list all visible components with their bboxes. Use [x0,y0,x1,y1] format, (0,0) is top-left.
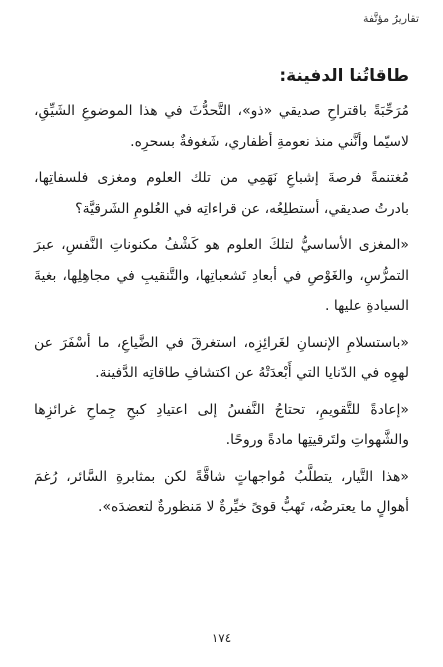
page-number: ١٧٤ [211,631,232,645]
page-body [34,62,409,529]
running-header: تقاريرُ مؤتَّفة [362,12,419,25]
paragraph: مُرَحِّبَةً باقتراحِ صديقي «ذو»، التَّحدُّثَ في هذا الموضوعِ الشَيِّقِ، لاسيّما وأنَّني منذ نعومةِ أظفاري، شَغوفةٌ بسحرِه. [34,103,409,150]
section-title: طاقاتُنا الدفينة: [279,66,409,86]
paragraph: مُغتنمةً فرصةَ إشباعِ نَهَمِي من تلك العلوم ومغزى فلسفاتِها، بادرتُ صديقي، أستطلِعُه، عن قراءاتِه في العُلومِ الشَرقيَّة؟ [34,170,409,217]
paragraph: «باستسلامِ الإنسانِ لغَرائِزِه، استغرقَ في الضَّياعِ، ما أسْفَرَ عن لهوِه في الدّنايا التي أَبْعدَتْهُ عن اكتشافِ طاقاتِه الدَّفينة. [34,334,409,381]
paragraph: «إعادةً للتَّقويمِ، تحتاجُ النَّفسُ إلى اعتيادِ كبحِ جِماحِ غرائزِها والشَّهواتِ ولتَرقيتِها مادةً وروحًا. [34,401,409,448]
paragraph: «هذا التَّيار، يتطلَّبُ مُواجهاتٍ شاقَّةً لكن بمثابرةِ السَّائر، رُغمَ أهوالٍ ما يعترضُه، تَهبُّ قوىً خيِّرةٌ لا مَنظورةٌ لتعضدَه». [34,468,409,515]
paragraph: «المغزى الأساسيُّ لتلكَ العلوم هو كَشْفُ مكنوناتِ النَّفسِ، عبرَ التمرُّسِ، والغَوْصِ في أبعادِ تَشعباتِها، والتَّنقيبِ في مجاهِلِها، بغيةَ السيادةِ عليها . [34,237,409,314]
